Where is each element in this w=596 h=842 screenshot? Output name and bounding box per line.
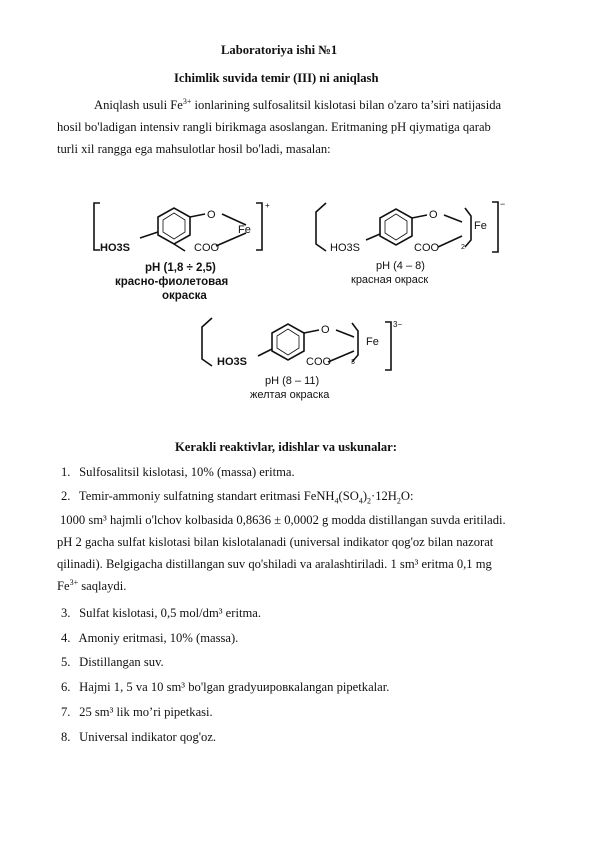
charge-sup: 3+: [69, 577, 79, 587]
intro-text: ionlarining sulfosalitsil kislotasi bilan o'zaro ta’siri natijasida: [191, 98, 502, 112]
paren-left-2: [316, 203, 326, 251]
intro-line-2: hosil bo'ladigan intensiv rangli birikmaga asoslangan. Eritmaning pH qiymatiga qarab: [57, 120, 491, 134]
list-text: Universal indikator qog'oz.: [79, 730, 217, 744]
list-item-2: [61, 489, 414, 504]
intro-line-3: turli xil rangga ega mahsulotlar hosil bo'ladi, masalan:: [57, 142, 331, 156]
detail-text: saqlaydi.: [78, 579, 127, 593]
color-label-3: желтая окраска: [250, 389, 330, 401]
bracket-right-2: [492, 202, 498, 252]
subscript-label-2: 2: [461, 244, 465, 251]
charge-label-3: 3−: [393, 320, 403, 329]
paren-right-2: [465, 208, 471, 247]
list-number: 1.: [61, 465, 71, 479]
list-number: 2.: [61, 489, 71, 503]
list-text: Sulfosalitsil kislotasi, 10% (massa) eritma.: [79, 465, 295, 479]
ho3s-label-1: HO3S: [100, 242, 130, 254]
paren-left-3: [202, 318, 212, 366]
ho3s-label-3: HO3S: [217, 356, 247, 368]
list-text: Distillangan suv.: [79, 655, 164, 669]
list-item-7: [61, 705, 213, 720]
oxygen-label-1: O: [207, 209, 216, 221]
oxygen-label-2: O: [429, 209, 438, 221]
color-label-1b: окраска: [162, 290, 207, 302]
fe-label-2: Fe: [474, 220, 487, 232]
intro-text: Aniqlash usuli Fe: [94, 98, 183, 112]
list-text: Temir-ammoniy sulfatning standart eritmasi $FeNH_4(SO_4)_2\cdot 12H_2O$:: [78, 489, 414, 506]
ph-label-2: pH (4 – 8): [376, 260, 425, 272]
detail-line-3: qilinadi). Belgigacha distillangan suv qo'shiladi va aralashtiriladi. 1 sm³ eritma 0,1 mg: [57, 557, 492, 571]
list-text: Hajmi 1, 5 va 10 sm³ bo'lgan gradyuировкalangan pipetkalar.: [79, 680, 390, 694]
charge-sup: 3+: [182, 96, 192, 106]
list-text: Sulfat kislotasi, 0,5 mol/dm³ eritma.: [79, 606, 261, 620]
list-number: 7.: [61, 705, 71, 719]
detail-line-1: 1000 sm³ hajmli o'lchov kolbasida 0,8636 ± 0,0002 g modda distillangan suvda eritiladi.: [60, 513, 506, 527]
fe-label-1: Fe: [238, 224, 251, 236]
detail-text: Fe: [57, 579, 70, 593]
detail-line-2: pH 2 gacha sulfat kislotasi bilan kislotalanadi (universal indikator qog'oz bilan nazorat: [57, 535, 494, 549]
list-item-3: [61, 606, 261, 621]
reagents-heading: Kerakli reaktivlar, idishlar va uskunalar:: [175, 440, 397, 454]
page-title: Laboratoriya ishi №1: [221, 43, 338, 57]
paren-right-3: [352, 323, 358, 362]
subscript-label-3: 3: [351, 359, 355, 366]
list-item-6: [61, 680, 389, 695]
list-text: 25 sm³ lik mo’ri pipetkasi.: [79, 705, 213, 719]
ph-label-3: pH (8 – 11): [265, 375, 320, 387]
list-item-4: [61, 631, 238, 646]
color-label-1a: красно-фиолетовая: [115, 276, 229, 288]
list-number: 5.: [61, 655, 71, 669]
bracket-right-1: [256, 203, 262, 250]
list-number: 6.: [61, 680, 71, 694]
list-item-8: [61, 730, 216, 745]
charge-label-2: −: [500, 199, 506, 209]
list-text: Amoniy eritmasi, 10% (massa).: [78, 631, 239, 645]
list-item-1: [61, 465, 295, 480]
page-subtitle: Ichimlik suvida temir (III) ni aniqlash: [174, 71, 379, 85]
coo-label-2: COO: [414, 242, 440, 254]
list-number: 3.: [61, 606, 71, 620]
oxygen-label-3: O: [321, 324, 330, 336]
detail-line-4: [57, 575, 542, 597]
charge-label-1: +: [265, 201, 270, 210]
coo-label-1: COO: [194, 242, 220, 254]
list-number: 8.: [61, 730, 71, 744]
ho3s-label-2: HO3S: [330, 242, 360, 254]
coo-label-3: COO: [306, 356, 332, 368]
fe-label-3: Fe: [366, 336, 379, 348]
ph-label-1: pH (1,8 ÷ 2,5): [145, 262, 216, 274]
item2-detail-paragraph: [57, 509, 542, 597]
list-item-5: [61, 655, 164, 670]
bracket-right-3: [385, 322, 391, 370]
color-label-2: красная окраск: [351, 274, 429, 286]
list-number: 4.: [61, 631, 71, 645]
